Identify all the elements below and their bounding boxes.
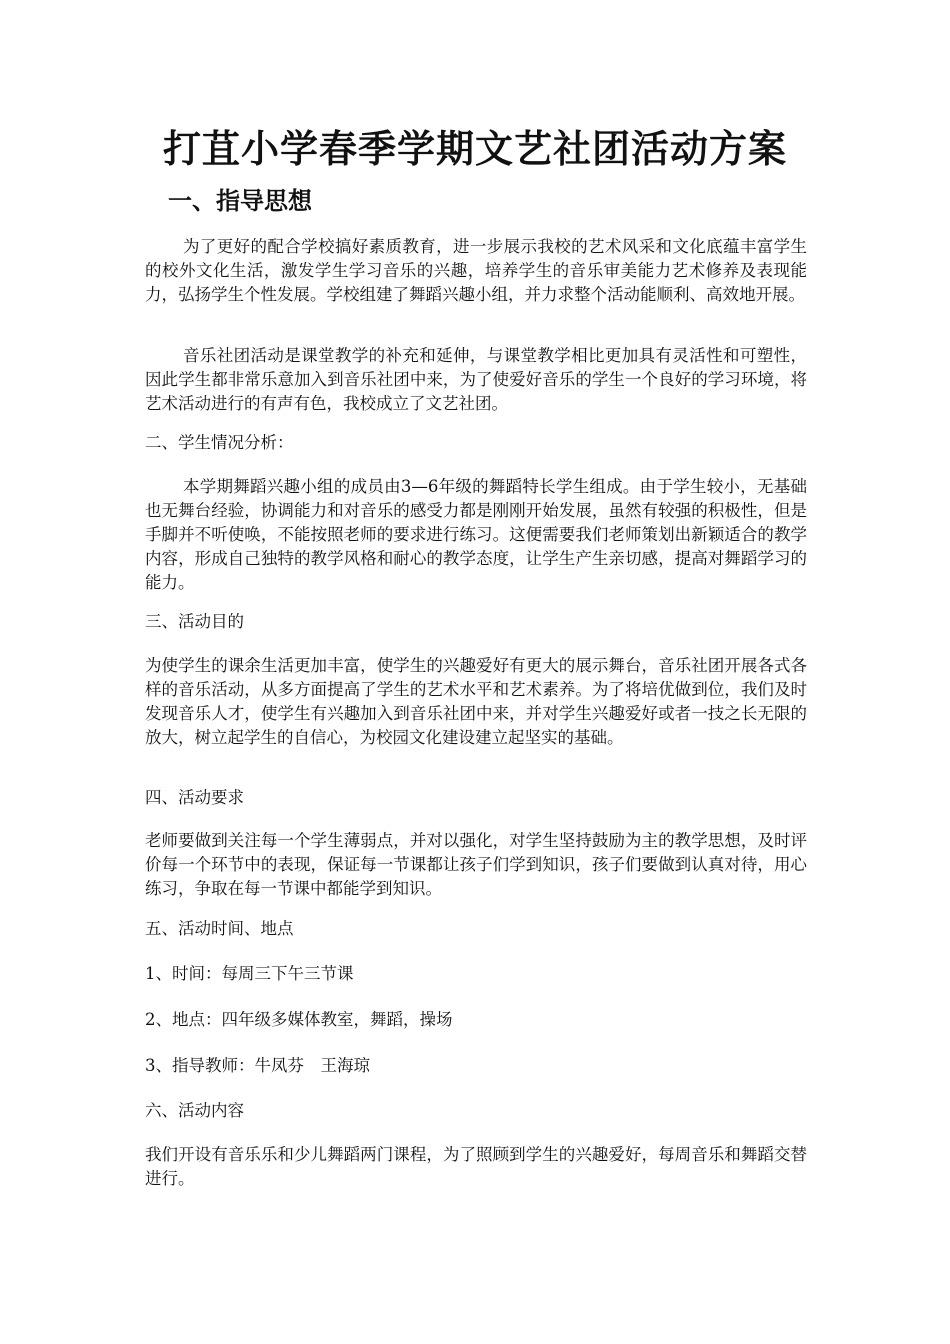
section-heading-guiding-ideology: 一、指导思想 xyxy=(168,187,312,215)
list-item-instructors: 3、指导教师：牛凤芬 王海琼 xyxy=(145,1056,370,1075)
paragraph: 为使学生的课余生活更加丰富，使学生的兴趣爱好有更大的展示舞台，音乐社团开展各式各样的音乐活动，从多方面提高了学生的艺术水平和艺术素养。为了将培优做到位，我们及时发现音乐人才，使学生有兴趣加入到音乐社团中来，并对学生兴趣爱好或者一技之长无限的放大，树立起学生的自信心，为校园文化建设建立起坚实的基础。 xyxy=(145,656,807,747)
paragraph: 我们开设有音乐乐和少儿舞蹈两门课程，为了照顾到学生的兴趣爱好，每周音乐和舞蹈交替进行。 xyxy=(145,1145,807,1188)
paragraph: 音乐社团活动是课堂教学的补充和延伸，与课堂教学相比更加具有灵活性和可塑性，因此学生都非常乐意加入到音乐社团中来，为了使爱好音乐的学生一个良好的学习环境，将艺术活动进行的有声有色，我校成立了文艺社团。 xyxy=(145,346,807,413)
section-heading-activity-purpose: 三、活动目的 xyxy=(145,612,244,631)
section-heading-student-analysis: 二、学生情况分析： xyxy=(145,433,294,452)
paragraph: 老师要做到关注每一个学生薄弱点，并对以强化，对学生坚持鼓励为主的教学思想，及时评价每一个环节中的表现，保证每一节课都让孩子们学到知识，孩子们要做到认真对待，用心练习，争取在每一节课中都能学到知识。 xyxy=(145,831,807,898)
document-title: 打苴小学春季学期文艺社团活动方案 xyxy=(162,127,787,171)
paragraph: 本学期舞蹈兴趣小组的成员由3—6年级的舞蹈特长学生组成。由于学生较小，无基础也无舞台经验，协调能力和对音乐的感受力都是刚刚开始发展，虽然有较强的积极性，但是手脚并不听使唤，不能按照老师的要求进行练习。这便需要我们老师策划出新颖适合的教学内容，形成自己独特的教学风格和耐心的教学态度，让学生产生亲切感，提高对舞蹈学习的能力。 xyxy=(145,477,807,592)
list-item-location: 2、地点：四年级多媒体教室，舞蹈，操场 xyxy=(145,1010,453,1029)
paragraph: 为了更好的配合学校搞好素质教育，进一步展示我校的艺术风采和文化底蕴丰富学生的校外文化生活，激发学生学习音乐的兴趣，培养学生的音乐审美能力艺术修养及表现能力，弘扬学生个性发展。学校组建了舞蹈兴趣小组，并力求整个活动能顺利、高效地开展。 xyxy=(145,237,807,304)
section-heading-activity-content: 六、活动内容 xyxy=(145,1101,244,1120)
section-heading-time-location: 五、活动时间、地点 xyxy=(145,919,294,938)
list-item-time: 1、时间：每周三下午三节课 xyxy=(145,964,354,983)
section-heading-activity-requirements: 四、活动要求 xyxy=(145,788,244,807)
